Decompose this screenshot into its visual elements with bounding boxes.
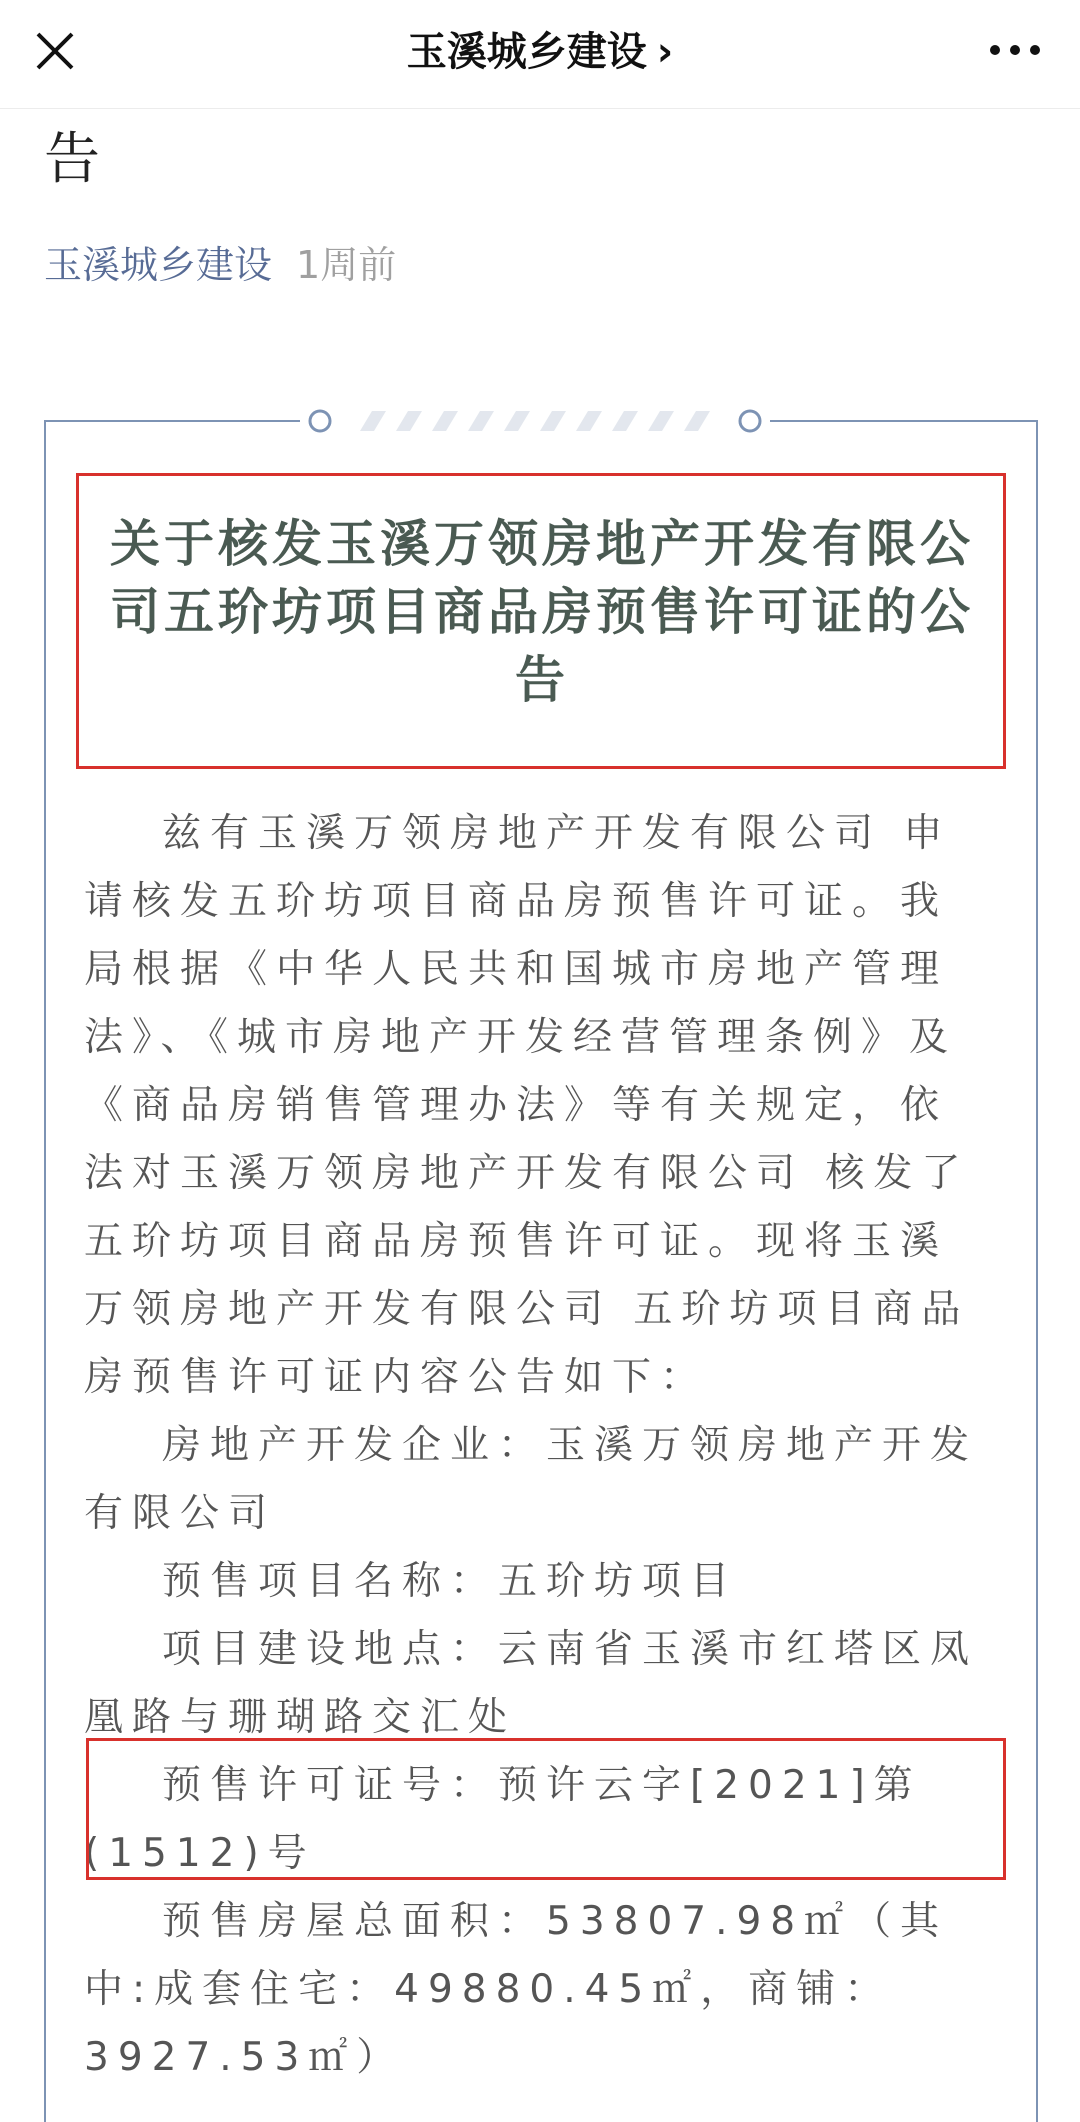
- article-title: 告: [44, 127, 100, 192]
- article-meta: [44, 240, 396, 290]
- more-icon[interactable]: [985, 30, 1045, 70]
- presale-area-line: 预售房屋总面积：53807.98㎡（其中:成套住宅：49880.45㎡，商铺：3927.53㎡）: [84, 1899, 949, 2080]
- permit-highlight-box: [86, 1738, 1006, 1880]
- developer-line: 房地产开发企业：玉溪万领房地产开发有限公司: [84, 1423, 979, 1536]
- chevron-right-icon: ›: [656, 29, 674, 75]
- project-location-line: 项目建设地点：云南省玉溪市红塔区凤凰路与珊瑚路交汇处: [84, 1627, 979, 1740]
- project-name-line: 预售项目名称：五玠坊项目: [162, 1559, 739, 1604]
- publish-time: 1周前: [296, 243, 397, 287]
- notice-paragraph: 兹有玉溪万领房地产开发有限公司 申请核发五玠坊项目商品房预售许可证。我局根据《中华人民共和国城市房地产管理法》、《城市房地产开发经营管理条例》及《商品房销售管理办法》等有关规定，依法对玉溪万领房地产开发有限公司 核发了五玠坊项目商品房预售许可证。现将玉溪万领房地产开发有限公司 五玠坊项目商品房预售许可证内容公告如下：: [84, 811, 970, 1400]
- frame-decoration: [300, 406, 770, 436]
- notice-headline: 关于核发玉溪万领房地产开发有限公司五玠坊项目商品房预售许可证的公告: [110, 514, 974, 709]
- top-bar: [0, 0, 1080, 109]
- permit-number-line: 预售许可证号：预许云字[2021]第(1512)号: [84, 1763, 922, 1876]
- account-title: 玉溪城乡建设: [406, 29, 647, 75]
- account-title-link[interactable]: [0, 22, 1080, 82]
- notice-body: [84, 800, 994, 2092]
- account-link[interactable]: 玉溪城乡建设: [44, 243, 273, 287]
